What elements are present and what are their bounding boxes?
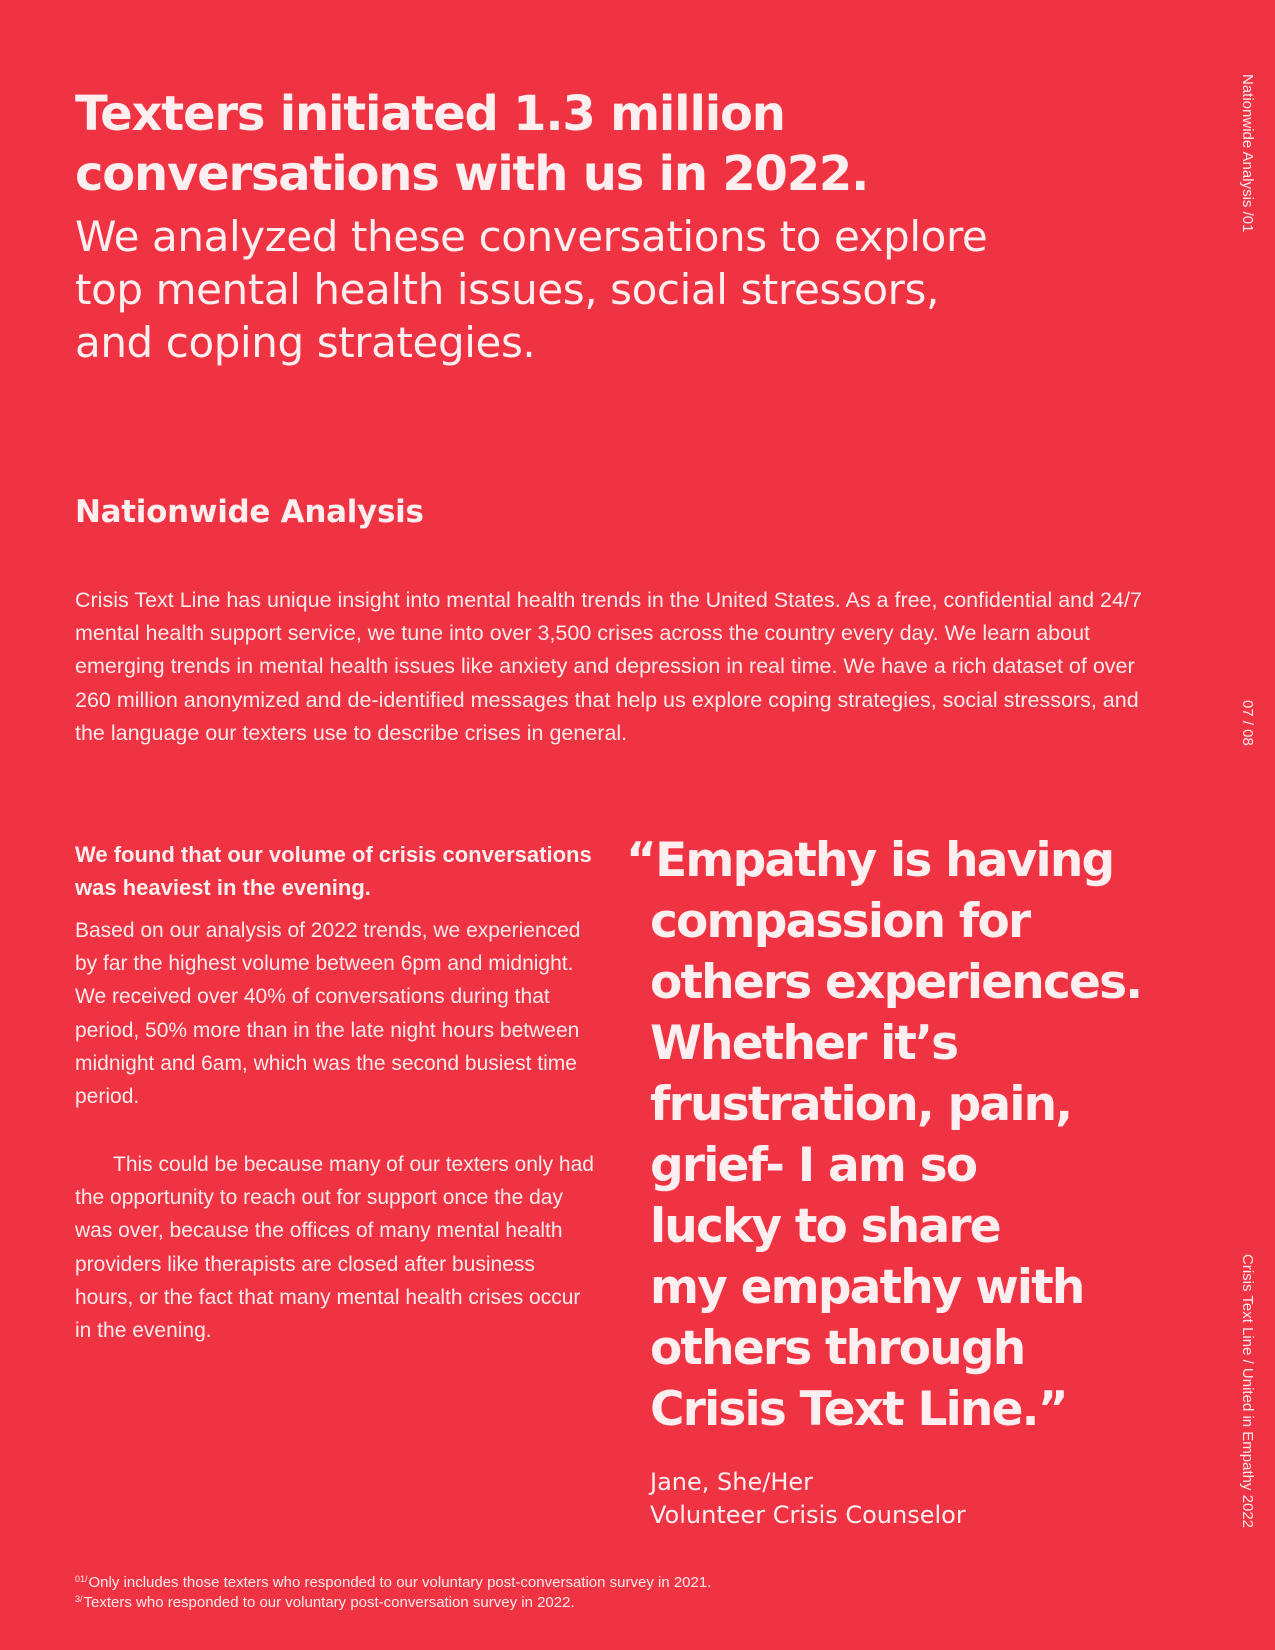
side-page-number: 07 / 08 bbox=[1239, 700, 1256, 746]
headline-line: Texters initiated 1.3 million bbox=[75, 86, 785, 142]
subheadline-line: We analyzed these conversations to explore bbox=[75, 212, 988, 261]
section-title: Nationwide Analysis bbox=[75, 494, 424, 530]
footnotes bbox=[75, 1571, 1075, 1611]
quote-line: “Empathy is having bbox=[626, 833, 1114, 888]
footnote-text: Only includes those texters who responded to our voluntary post-conversation survey in 2021. bbox=[88, 1574, 712, 1591]
intro-paragraph: Crisis Text Line has unique insight into mental health trends in the United States. As a free, confidential and 24/7 mental health support service, we tune into over 3,500 crises across the country every day. We learn about emerging trends in mental health issues like anxiety and depression in real time. We have a rich dataset of over 260 million anonymized and de-identified messages that help us explore coping strategies, social stressors, and the language our texters use to describe crises in general. bbox=[75, 588, 1142, 745]
quote-line: Whether it’s bbox=[650, 1016, 958, 1071]
pull-quote bbox=[626, 830, 1196, 1440]
quote-line: my empathy with bbox=[650, 1260, 1084, 1315]
headline-line: conversations with us in 2022. bbox=[75, 146, 869, 202]
quote-attribution bbox=[650, 1466, 966, 1532]
footnote-mark: 01/ bbox=[75, 1574, 88, 1584]
finding-lead: We found that our volume of crisis conversations was heaviest in the evening. bbox=[75, 842, 592, 900]
quote-line: lucky to share bbox=[650, 1199, 1000, 1254]
subheadline-line: and coping strategies. bbox=[75, 318, 536, 367]
side-publication-label: Crisis Text Line / United in Empathy 2022 bbox=[1239, 1254, 1256, 1529]
headline bbox=[75, 84, 1155, 204]
footnote bbox=[75, 1591, 1075, 1611]
quote-line: frustration, pain, bbox=[650, 1077, 1072, 1132]
quote-author-role: Volunteer Crisis Counselor bbox=[650, 1501, 966, 1529]
finding-body: Based on our analysis of 2022 trends, we experienced by far the highest volume between 6pm and midnight. We received over 40% of conversations during that period, 50% more than in the late night hours between midnight and 6am, which was the second busiest time period. bbox=[75, 919, 581, 1109]
subheadline-line: top mental health issues, social stressors, bbox=[75, 265, 939, 314]
side-section-label: Nationwide Analysis /01 bbox=[1239, 74, 1256, 233]
subheadline bbox=[75, 210, 1155, 369]
quote-line: grief- I am so bbox=[650, 1138, 977, 1193]
footnote bbox=[75, 1571, 1075, 1591]
footnote-mark: 3/ bbox=[75, 1594, 83, 1604]
quote-line: others through bbox=[650, 1321, 1025, 1376]
finding-body-continued: This could be because many of our texters only had the opportunity to reach out for support once the day was over, because the offices of many mental health providers like therapists are closed after business hours, or the fact that many mental health crises occur in the evening. bbox=[75, 1153, 594, 1343]
quote-line: compassion for bbox=[650, 894, 1030, 949]
footnote-text: Texters who responded to our voluntary post-conversation survey in 2022. bbox=[83, 1594, 575, 1611]
quote-line: Crisis Text Line.” bbox=[650, 1382, 1067, 1437]
quote-line: others experiences. bbox=[650, 955, 1142, 1010]
quote-author: Jane, She/Her bbox=[650, 1468, 813, 1496]
